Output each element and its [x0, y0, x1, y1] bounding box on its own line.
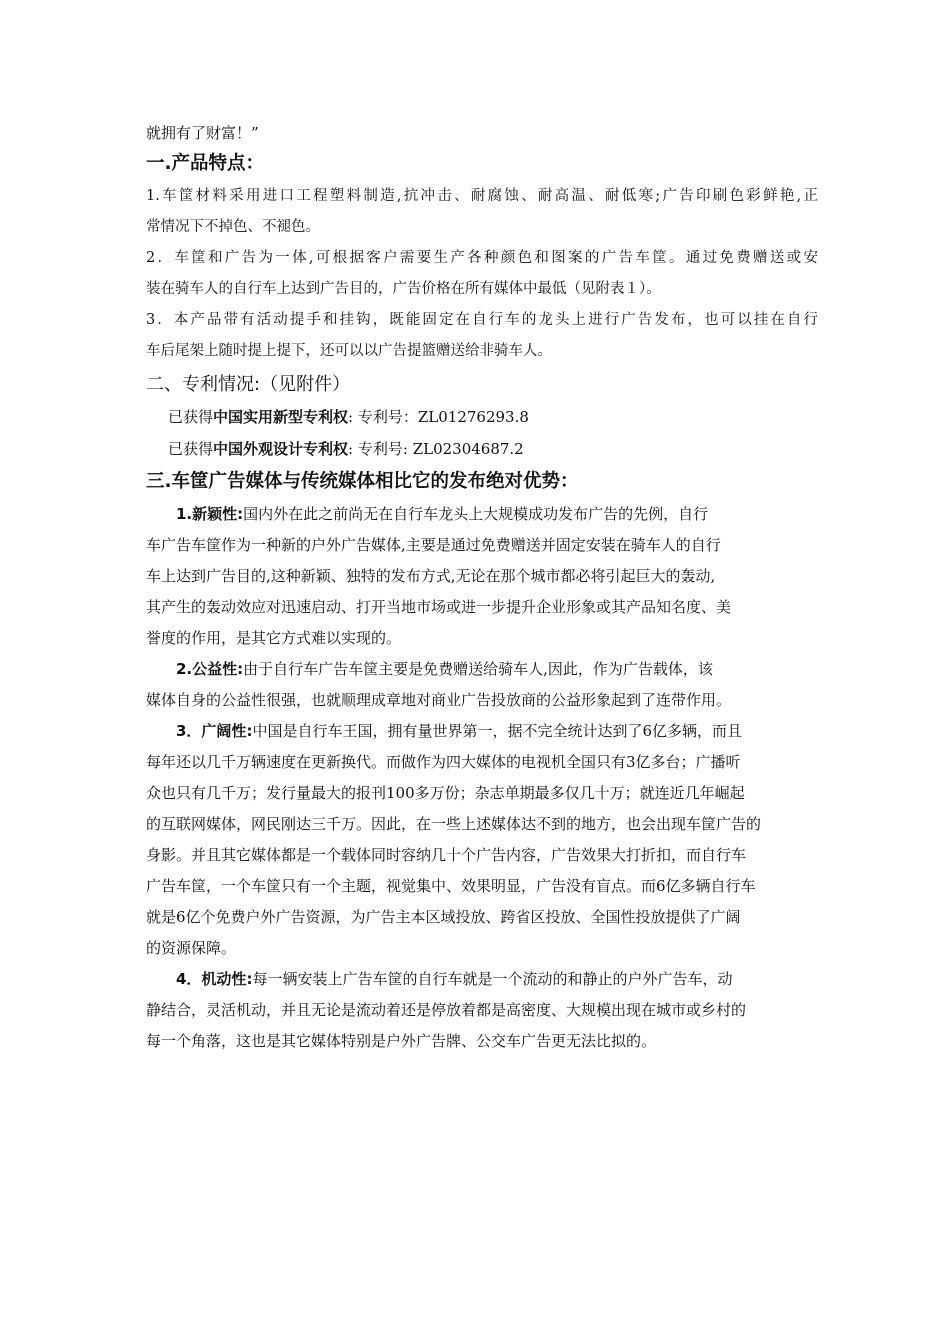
advantage-line: 的资源保障。: [146, 939, 237, 957]
advantage-line: 媒体自身的公益性很强，也就顺理成章地对商业广告投放商的公益形象起到了连带作用。: [146, 691, 732, 709]
patent-number: ZL02304687.2: [412, 440, 524, 458]
feature-3-line-1: 3．本产品带有活动提手和挂钩，既能固定在自行车的龙头上进行广告发布，也可以挂在自行: [146, 312, 818, 328]
advantage-line: 每年还以几千万辆速度在更新换代。而做作为四大媒体的电视机全国只有3亿多台；广播听: [146, 753, 741, 771]
patent-entry-utility: [146, 401, 818, 433]
patent-name: 中国外观设计专利权: [213, 440, 349, 458]
features-heading: 一.产品特点：: [146, 153, 265, 174]
document-page: [146, 118, 818, 1057]
advantage-term: 3．广阔性: [176, 722, 247, 740]
advantage-first-line: 3．广阔性:中国是自行车王国，拥有量世界第一，据不完全统计达到了6亿多辆，而且: [176, 722, 742, 740]
advantage-term: 1.新颖性: [176, 505, 238, 523]
patent-number: ZL01276293.8: [417, 408, 529, 426]
advantage-line: 静结合，灵活机动，并且无论是流动着还是停放着都是高密度、大规模出现在城市或乡村的: [146, 1001, 747, 1019]
feature-1-line-1: 1.车筐材料采用进口工程塑料制造,抗冲击、耐腐蚀、耐高温、耐低寒;广告印刷色彩鲜艳,正: [146, 188, 818, 204]
advantage-line: 众也只有几千万；发行量最大的报刊100多万份；杂志单期最多仅几十万；就连近几年崛起: [146, 784, 745, 802]
advantage-line: 广告车筐，一个车筐只有一个主题，视觉集中、效果明显，广告没有盲点。而6亿多辆自行车: [146, 877, 756, 895]
feature-3-line-2: 车后尾架上随时提上提下，还可以以广告提篮赠送给非骑车人。: [146, 343, 552, 359]
patent-label: : 专利号:: [348, 440, 413, 458]
advantage-public-welfare: [146, 654, 818, 716]
features-list: [146, 181, 818, 367]
advantage-line: 就是6亿个免费户外广告资源，为广告主本区域投放、跨省区投放、全国性投放提供了广阔: [146, 908, 741, 926]
advantage-novelty: [146, 499, 818, 654]
feature-1-line-2: 常情况下不掉色、不褪色。: [146, 219, 320, 235]
advantage-line: 的互联网媒体，网民刚达三千万。因此，在一些上述媒体达不到的地方，也会出现车筐广告的: [146, 815, 762, 833]
advantage-line: 身影。并且其它媒体都是一个载体同时容纳几十个广告内容，广告效果大打折扣，而自行车: [146, 846, 747, 864]
patent-name: 中国实用新型专利权: [213, 408, 349, 426]
advantage-line: 其产生的轰动效应对迅速启动、打开当地市场或进一步提升企业形象或其产品知名度、美: [146, 598, 732, 616]
patent-prefix: 已获得: [168, 408, 214, 426]
patent-entry-design: [146, 433, 818, 465]
feature-2-line-2: 装在骑车人的自行车上达到广告目的，广告价格在所有媒体中最低（见附表１）。: [146, 281, 661, 297]
patent-prefix: 已获得: [168, 440, 214, 458]
advantage-first-line: 2.公益性:由于自行车广告车筐主要是免费赠送给骑车人,因此，作为广告载体，该: [176, 660, 713, 678]
advantage-line: 车上达到广告目的,这种新颖、独特的发布方式,无论在那个城市都必将引起巨大的轰动,: [146, 567, 716, 585]
advantage-first-line: 4．机动性:每一辆安装上广告车筐的自行车就是一个流动的和静止的户外广告车，动: [176, 970, 733, 988]
advantage-term: 4．机动性: [176, 970, 247, 988]
advantage-term: 2.公益性: [176, 660, 238, 678]
advantages-heading: 三.车筐广告媒体与传统媒体相比它的发布绝对优势：: [146, 471, 579, 492]
advantage-mobility: [146, 964, 818, 1057]
advantage-first-line: 1.新颖性:国内外在此之前尚无在自行车龙头上大规模成功发布广告的先例，自行: [176, 505, 709, 523]
advantage-line: 誉度的作用，是其它方式难以实现的。: [146, 629, 402, 647]
advantage-breadth: [146, 716, 818, 964]
patent-heading: 二、专利情况:（见附件）: [146, 374, 351, 395]
advantage-line: 车广告车筐作为一种新的户外广告媒体,主要是通过免费赠送并固定安装在骑车人的自行: [146, 536, 721, 554]
intro-tail: 就拥有了财富！”: [146, 124, 259, 142]
patent-label: : 专利号：: [348, 408, 418, 426]
feature-2-line-1: 2．车筐和广告为一体,可根据客户需要生产各种颜色和图案的广告车筐。通过免费赠送或安: [146, 250, 818, 266]
advantage-line: 每一个角落，这也是其它媒体特别是户外广告牌、公交车广告更无法比拟的。: [146, 1032, 657, 1050]
